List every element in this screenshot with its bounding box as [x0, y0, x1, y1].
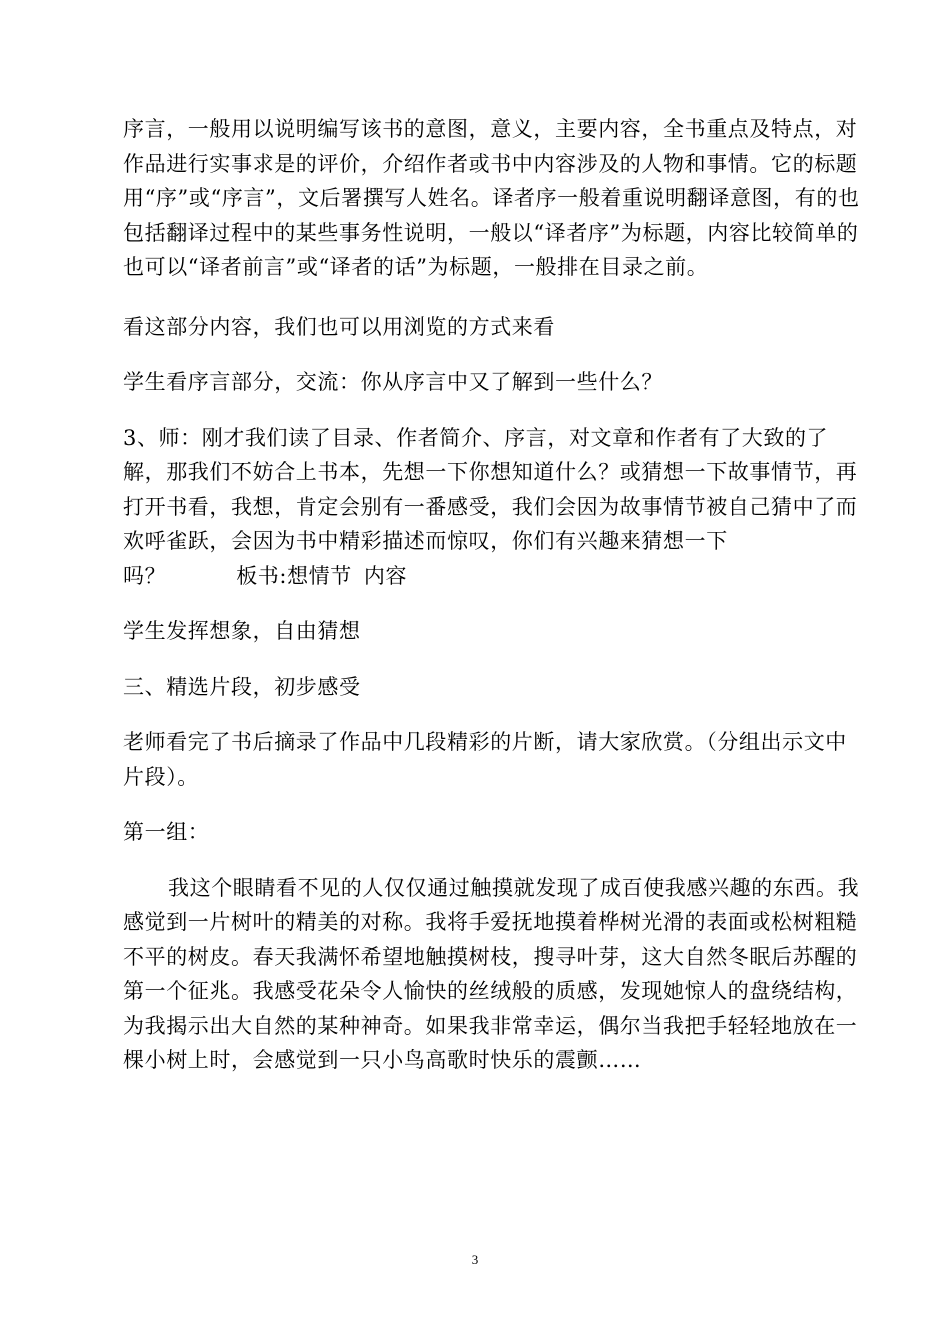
paragraph-excerpt-touch: 我这个眼睛看不见的人仅仅通过触摸就发现了成百使我感兴趣的东西。我感觉到一片树叶的精美的对称。我将手爱抚地摸着桦树光滑的表面或松树粗糙不平的树皮。春天我满怀希望地触摸树枝，搜寻叶芽，这大自然冬眠后苏醒的第一个征兆。我感受花朵令人愉快的丝绒般的质感，发现她惊人的盘绕结构，为我揭示出大自然的某种神奇。如果我非常幸运，偶尔当我把手轻轻地放在一棵小树上时，会感觉到一只小鸟高歌时快乐的震颤……	[123, 875, 860, 1072]
paragraph-student-exchange: 学生看序言部分，交流：你从序言中又了解到一些什么？	[123, 370, 663, 394]
paragraph-teacher-excerpts: 老师看完了书后摘录了作品中几段精彩的片断，请大家欣赏。（分组出示文中片段）。	[123, 730, 847, 789]
paragraph-student-imagine: 学生发挥想象，自由猜想	[123, 619, 361, 643]
paragraph-preface-definition: 序言，一般用以说明编写该书的意图，意义，主要内容，全书重点及特点，对作品进行实事求是的评价，介绍作者或书中内容涉及的人物和事情。它的标题用“序”或“序言”，文后署撰写人姓名。译者序一般着重说明翻译意图，有的也包括翻译过程中的某些事务性说明，一般以“译者序”为标题，内容比较简单的也可以“译者前言”或“译者的话”为标题，一般排在目录之前。	[123, 117, 860, 279]
paragraph-teacher-guess-plot	[123, 421, 868, 559]
teacher-guess-text: 3、师：刚才我们读了目录、作者简介、序言，对文章和作者有了大致的了解，那我们不妨合上书本，先想一下你想知道什么？或猜想一下故事情节，再打开书看，我想，肯定会别有一番感受，我们会因为故事情节被自己猜中了而欢呼雀跃，会因为书中精彩描述而惊叹，你们有兴趣来猜想一下	[123, 425, 858, 553]
question-mark-text: 吗？	[123, 563, 167, 588]
blackboard-item: 内容	[363, 563, 408, 588]
group-one-label: 第一组：	[123, 820, 210, 844]
paragraph-browse-instruction: 看这部分内容，我们也可以用浏览的方式来看	[123, 314, 555, 339]
section-heading-excerpts: 三、精选片段，初步感受	[123, 674, 361, 699]
page-number: 3	[471, 1252, 479, 1267]
document-body	[123, 112, 868, 1099]
blackboard-line	[123, 559, 868, 594]
blackboard-label: 板书:想情节	[236, 563, 352, 588]
